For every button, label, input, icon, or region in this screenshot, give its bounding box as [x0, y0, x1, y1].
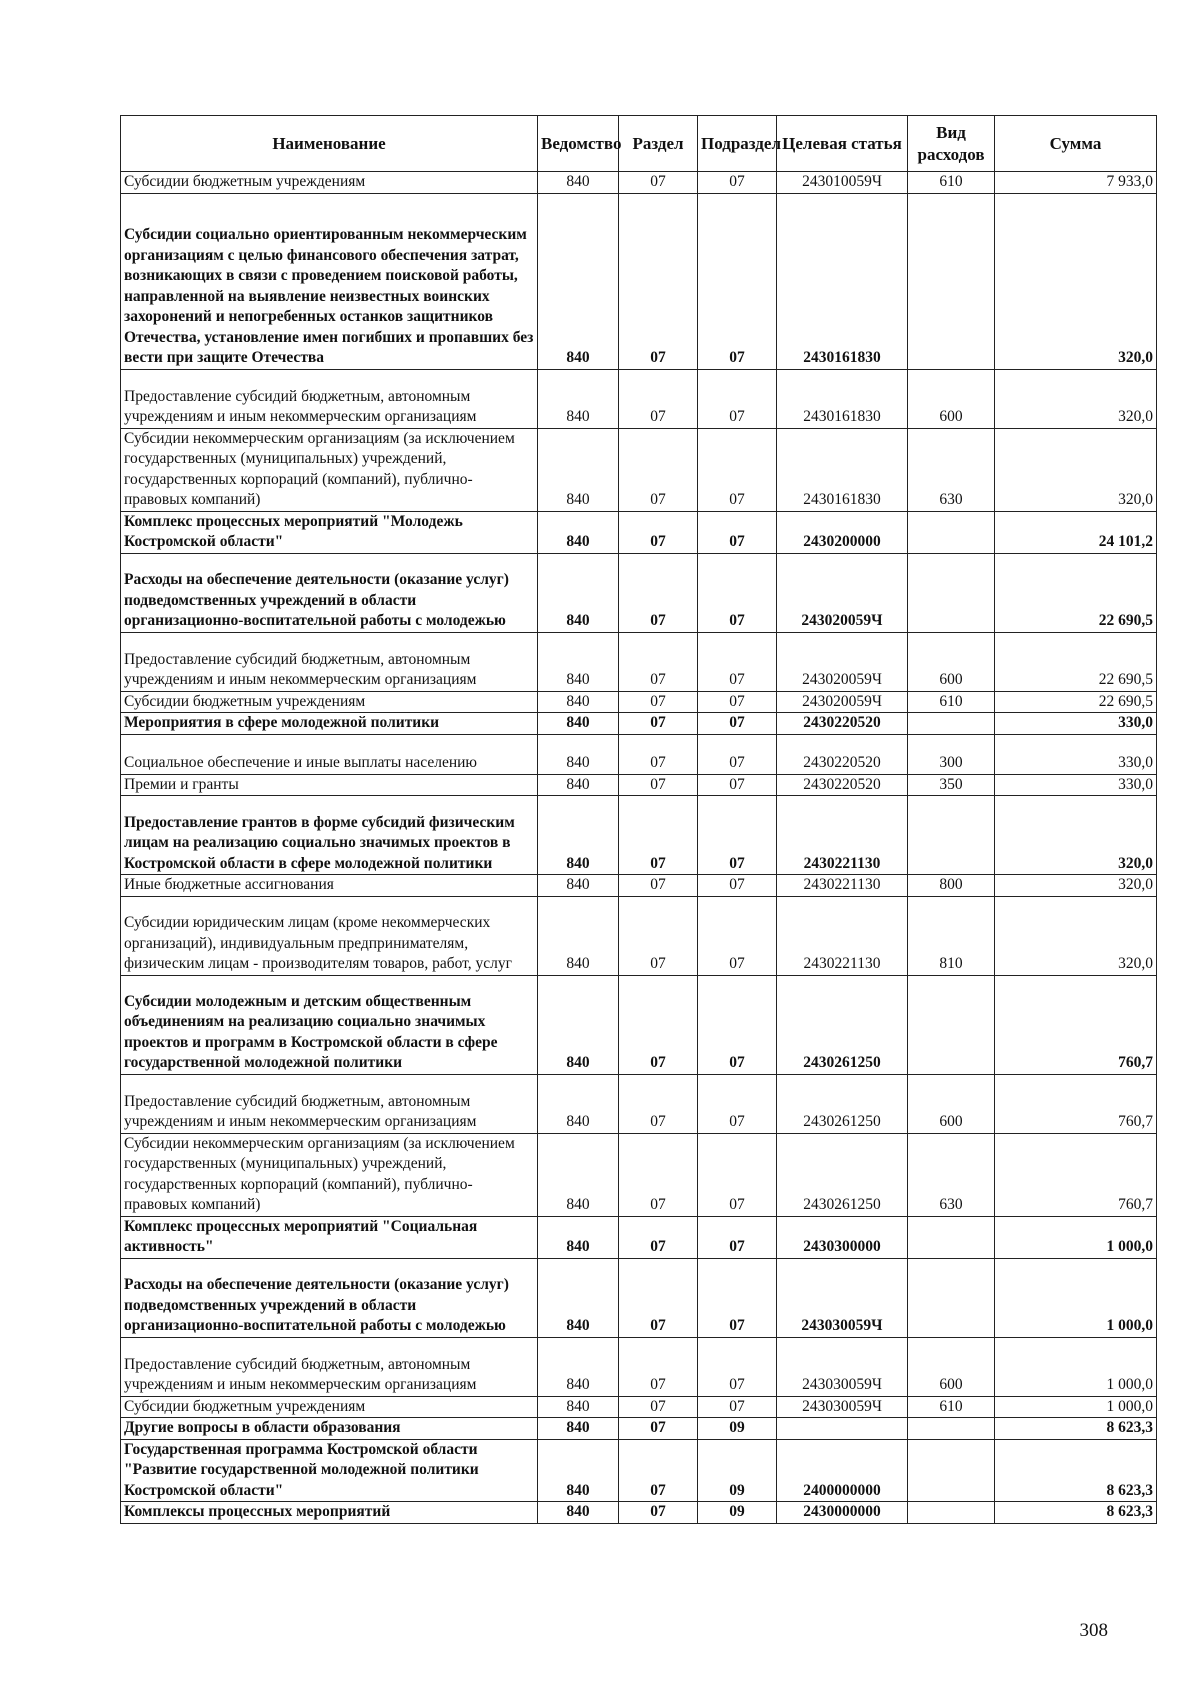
row-target-cell: 243020059Ч [777, 691, 908, 713]
table-row [121, 632, 1157, 691]
row-sum-cell: 320,0 [995, 896, 1157, 975]
table-row [121, 1216, 1157, 1258]
row-dept-cell: 840 [538, 1418, 619, 1440]
row-target-cell: 2430220520 [777, 774, 908, 796]
row-section-cell: 07 [619, 691, 698, 713]
row-section-cell: 07 [619, 1216, 698, 1258]
row-section-cell: 07 [619, 1439, 698, 1502]
row-sum-cell: 320,0 [995, 369, 1157, 428]
table-row [121, 172, 1157, 194]
row-sum-cell: 8 623,3 [995, 1439, 1157, 1502]
row-dept-cell: 840 [538, 553, 619, 632]
row-section-cell: 07 [619, 896, 698, 975]
row-target-cell: 2430161830 [777, 369, 908, 428]
row-subsection-cell: 07 [698, 896, 777, 975]
header-sum: Сумма [995, 116, 1157, 172]
row-type-cell [908, 193, 995, 369]
row-name-cell: Предоставление субсидий бюджетным, автономным учреждениям и иным некоммерческим организациям [121, 369, 538, 428]
row-target-cell: 243030059Ч [777, 1396, 908, 1418]
row-target-cell: 2430221130 [777, 796, 908, 875]
row-section-cell: 07 [619, 1502, 698, 1524]
row-sum-cell: 330,0 [995, 734, 1157, 774]
row-section-cell: 07 [619, 369, 698, 428]
row-target-cell: 243030059Ч [777, 1258, 908, 1337]
header-type: Вид расходов [908, 116, 995, 172]
header-target: Целевая статья [777, 116, 908, 172]
row-name-cell: Субсидии некоммерческим организациям (за исключением государственных (муниципальных) учреждений, государственных корпораций (компаний), публично-правовых компаний) [121, 428, 538, 511]
row-target-cell: 2430221130 [777, 896, 908, 975]
row-subsection-cell: 07 [698, 691, 777, 713]
row-name-cell: Субсидии бюджетным учреждениям [121, 691, 538, 713]
row-sum-cell: 8 623,3 [995, 1418, 1157, 1440]
row-target-cell: 243020059Ч [777, 632, 908, 691]
row-type-cell: 350 [908, 774, 995, 796]
row-target-cell: 2430161830 [777, 193, 908, 369]
row-name-cell: Расходы на обеспечение деятельности (оказание услуг) подведомственных учреждений в области организационно-воспитательной работы с молодежью [121, 553, 538, 632]
row-dept-cell: 840 [538, 1439, 619, 1502]
table-row [121, 1337, 1157, 1396]
table-row [121, 428, 1157, 511]
row-section-cell: 07 [619, 511, 698, 553]
row-name-cell: Социальное обеспечение и иные выплаты населению [121, 734, 538, 774]
row-sum-cell: 8 623,3 [995, 1502, 1157, 1524]
row-section-cell: 07 [619, 1337, 698, 1396]
row-type-cell [908, 975, 995, 1074]
row-section-cell: 07 [619, 193, 698, 369]
row-section-cell: 07 [619, 1133, 698, 1216]
row-section-cell: 07 [619, 632, 698, 691]
row-subsection-cell: 07 [698, 1216, 777, 1258]
row-subsection-cell: 07 [698, 553, 777, 632]
row-type-cell [908, 1418, 995, 1440]
row-sum-cell: 320,0 [995, 875, 1157, 897]
row-dept-cell: 840 [538, 428, 619, 511]
row-type-cell: 630 [908, 428, 995, 511]
row-type-cell: 630 [908, 1133, 995, 1216]
table-row [121, 774, 1157, 796]
row-subsection-cell: 07 [698, 1396, 777, 1418]
table-row [121, 734, 1157, 774]
row-section-cell: 07 [619, 774, 698, 796]
row-subsection-cell: 09 [698, 1502, 777, 1524]
row-type-cell [908, 1258, 995, 1337]
row-dept-cell: 840 [538, 1133, 619, 1216]
row-sum-cell: 330,0 [995, 774, 1157, 796]
row-target-cell: 2400000000 [777, 1439, 908, 1502]
row-dept-cell: 840 [538, 369, 619, 428]
page-number: 308 [1079, 1620, 1108, 1641]
table-row [121, 1133, 1157, 1216]
row-target-cell: 2430200000 [777, 511, 908, 553]
row-target-cell: 2430000000 [777, 1502, 908, 1524]
row-sum-cell: 760,7 [995, 975, 1157, 1074]
row-name-cell: Субсидии юридическим лицам (кроме некоммерческих организаций), индивидуальным предпринимателям, физическим лицам - производителям товаров, работ, услуг [121, 896, 538, 975]
header-dept-text: Ведомство [541, 133, 622, 153]
row-subsection-cell: 09 [698, 1439, 777, 1502]
header-name: Наименование [121, 116, 538, 172]
row-section-cell: 07 [619, 734, 698, 774]
budget-table-sheet [120, 115, 1156, 1524]
row-name-cell: Предоставление грантов в форме субсидий физическим лицам на реализацию социально значимых проектов в Костромской области в сфере молодежной политики [121, 796, 538, 875]
table-row [121, 1439, 1157, 1502]
row-sum-cell: 22 690,5 [995, 632, 1157, 691]
table-row [121, 896, 1157, 975]
row-type-cell: 800 [908, 875, 995, 897]
table-row [121, 1502, 1157, 1524]
row-subsection-cell: 07 [698, 774, 777, 796]
table-row [121, 193, 1157, 369]
row-section-cell: 07 [619, 1258, 698, 1337]
table-row [121, 796, 1157, 875]
row-sum-cell: 22 690,5 [995, 691, 1157, 713]
budget-table [120, 115, 1157, 1524]
row-sum-cell: 320,0 [995, 193, 1157, 369]
row-dept-cell: 840 [538, 193, 619, 369]
row-type-cell: 600 [908, 369, 995, 428]
row-subsection-cell: 07 [698, 172, 777, 194]
row-type-cell [908, 511, 995, 553]
row-type-cell [908, 1439, 995, 1502]
row-type-cell: 600 [908, 1337, 995, 1396]
table-row [121, 511, 1157, 553]
row-dept-cell: 840 [538, 1396, 619, 1418]
row-sum-cell: 760,7 [995, 1074, 1157, 1133]
row-name-cell: Предоставление субсидий бюджетным, автономным учреждениям и иным некоммерческим организациям [121, 632, 538, 691]
row-subsection-cell: 07 [698, 1133, 777, 1216]
row-name-cell: Комплекс процессных мероприятий "Социальная активность" [121, 1216, 538, 1258]
header-dept [538, 116, 622, 172]
header-section: Раздел [619, 116, 698, 172]
row-dept-cell: 840 [538, 172, 619, 194]
row-name-cell: Комплекс процессных мероприятий "Молодежь Костромской области" [121, 511, 538, 553]
row-target-cell: 2430220520 [777, 713, 908, 735]
row-sum-cell: 330,0 [995, 713, 1157, 735]
row-name-cell: Субсидии бюджетным учреждениям [121, 172, 538, 194]
row-subsection-cell: 07 [698, 734, 777, 774]
row-subsection-cell: 07 [698, 796, 777, 875]
row-name-cell: Мероприятия в сфере молодежной политики [121, 713, 538, 735]
row-name-cell: Государственная программа Костромской области "Развитие государственной молодежной политики Костромской области" [121, 1439, 538, 1502]
row-type-cell [908, 796, 995, 875]
row-subsection-cell: 07 [698, 713, 777, 735]
table-row [121, 691, 1157, 713]
row-name-cell: Расходы на обеспечение деятельности (оказание услуг) подведомственных учреждений в области организационно-воспитательной работы с молодежью [121, 1258, 538, 1337]
row-type-cell: 300 [908, 734, 995, 774]
row-section-cell: 07 [619, 1418, 698, 1440]
row-sum-cell: 7 933,0 [995, 172, 1157, 194]
row-target-cell [777, 1418, 908, 1440]
row-name-cell: Субсидии социально ориентированным некоммерческим организациям с целью финансового обеспечения затрат, возникающих в связи с проведением поисковой работы, направленной на выявление неизвестных воинских захоронений и непогребенных останков защитников Отечества, установление имен погибших и пропавших без вести при защите Отечества [121, 193, 538, 369]
row-subsection-cell: 07 [698, 1258, 777, 1337]
row-dept-cell: 840 [538, 691, 619, 713]
row-section-cell: 07 [619, 875, 698, 897]
table-row [121, 1074, 1157, 1133]
row-target-cell: 2430221130 [777, 875, 908, 897]
row-section-cell: 07 [619, 428, 698, 511]
header-subsection-text: Подраздел [701, 133, 781, 153]
row-subsection-cell: 07 [698, 428, 777, 511]
row-subsection-cell: 09 [698, 1418, 777, 1440]
row-name-cell: Предоставление субсидий бюджетным, автономным учреждениям и иным некоммерческим организациям [121, 1337, 538, 1396]
row-dept-cell: 840 [538, 896, 619, 975]
row-type-cell [908, 553, 995, 632]
row-subsection-cell: 07 [698, 975, 777, 1074]
row-target-cell: 2430261250 [777, 1074, 908, 1133]
row-sum-cell: 320,0 [995, 796, 1157, 875]
row-dept-cell: 840 [538, 511, 619, 553]
row-name-cell: Субсидии молодежным и детским общественным объединениям на реализацию социально значимых проектов и программ в Костромской области в сфере государственной молодежной политики [121, 975, 538, 1074]
row-type-cell [908, 1216, 995, 1258]
row-dept-cell: 840 [538, 774, 619, 796]
row-target-cell: 243010059Ч [777, 172, 908, 194]
table-row [121, 1396, 1157, 1418]
table-header-row [121, 116, 1157, 172]
row-dept-cell: 840 [538, 1074, 619, 1133]
row-name-cell: Предоставление субсидий бюджетным, автономным учреждениям и иным некоммерческим организациям [121, 1074, 538, 1133]
table-row [121, 553, 1157, 632]
row-dept-cell: 840 [538, 734, 619, 774]
row-sum-cell: 24 101,2 [995, 511, 1157, 553]
row-target-cell: 2430261250 [777, 1133, 908, 1216]
row-section-cell: 07 [619, 1396, 698, 1418]
row-sum-cell: 1 000,0 [995, 1396, 1157, 1418]
row-sum-cell: 1 000,0 [995, 1216, 1157, 1258]
row-type-cell: 810 [908, 896, 995, 975]
row-name-cell: Иные бюджетные ассигнования [121, 875, 538, 897]
row-subsection-cell: 07 [698, 1074, 777, 1133]
table-row [121, 875, 1157, 897]
row-section-cell: 07 [619, 553, 698, 632]
row-section-cell: 07 [619, 975, 698, 1074]
row-type-cell: 600 [908, 1074, 995, 1133]
table-row [121, 369, 1157, 428]
row-subsection-cell: 07 [698, 632, 777, 691]
row-dept-cell: 840 [538, 1337, 619, 1396]
row-subsection-cell: 07 [698, 193, 777, 369]
row-dept-cell: 840 [538, 975, 619, 1074]
row-sum-cell: 1 000,0 [995, 1258, 1157, 1337]
row-name-cell: Другие вопросы в области образования [121, 1418, 538, 1440]
header-subsection [698, 116, 781, 172]
row-dept-cell: 840 [538, 713, 619, 735]
row-type-cell [908, 1502, 995, 1524]
row-name-cell: Премии и гранты [121, 774, 538, 796]
row-target-cell: 243020059Ч [777, 553, 908, 632]
row-type-cell: 610 [908, 1396, 995, 1418]
row-type-cell: 600 [908, 632, 995, 691]
row-section-cell: 07 [619, 172, 698, 194]
table-body [121, 172, 1157, 1524]
row-dept-cell: 840 [538, 875, 619, 897]
row-target-cell: 2430300000 [777, 1216, 908, 1258]
row-dept-cell: 840 [538, 632, 619, 691]
row-sum-cell: 1 000,0 [995, 1337, 1157, 1396]
row-subsection-cell: 07 [698, 369, 777, 428]
row-sum-cell: 320,0 [995, 428, 1157, 511]
row-dept-cell: 840 [538, 1258, 619, 1337]
row-name-cell: Субсидии некоммерческим организациям (за исключением государственных (муниципальных) учреждений, государственных корпораций (компаний), публично-правовых компаний) [121, 1133, 538, 1216]
row-name-cell: Субсидии бюджетным учреждениям [121, 1396, 538, 1418]
table-row [121, 975, 1157, 1074]
row-target-cell: 2430161830 [777, 428, 908, 511]
row-target-cell: 243030059Ч [777, 1337, 908, 1396]
row-subsection-cell: 07 [698, 1337, 777, 1396]
row-target-cell: 2430220520 [777, 734, 908, 774]
row-name-cell: Комплексы процессных мероприятий [121, 1502, 538, 1524]
row-type-cell [908, 713, 995, 735]
row-section-cell: 07 [619, 713, 698, 735]
row-sum-cell: 760,7 [995, 1133, 1157, 1216]
row-section-cell: 07 [619, 1074, 698, 1133]
row-subsection-cell: 07 [698, 511, 777, 553]
row-dept-cell: 840 [538, 1502, 619, 1524]
row-target-cell: 2430261250 [777, 975, 908, 1074]
row-sum-cell: 22 690,5 [995, 553, 1157, 632]
row-section-cell: 07 [619, 796, 698, 875]
table-row [121, 713, 1157, 735]
row-dept-cell: 840 [538, 1216, 619, 1258]
row-type-cell: 610 [908, 691, 995, 713]
table-row [121, 1258, 1157, 1337]
row-dept-cell: 840 [538, 796, 619, 875]
row-subsection-cell: 07 [698, 875, 777, 897]
table-row [121, 1418, 1157, 1440]
row-type-cell: 610 [908, 172, 995, 194]
